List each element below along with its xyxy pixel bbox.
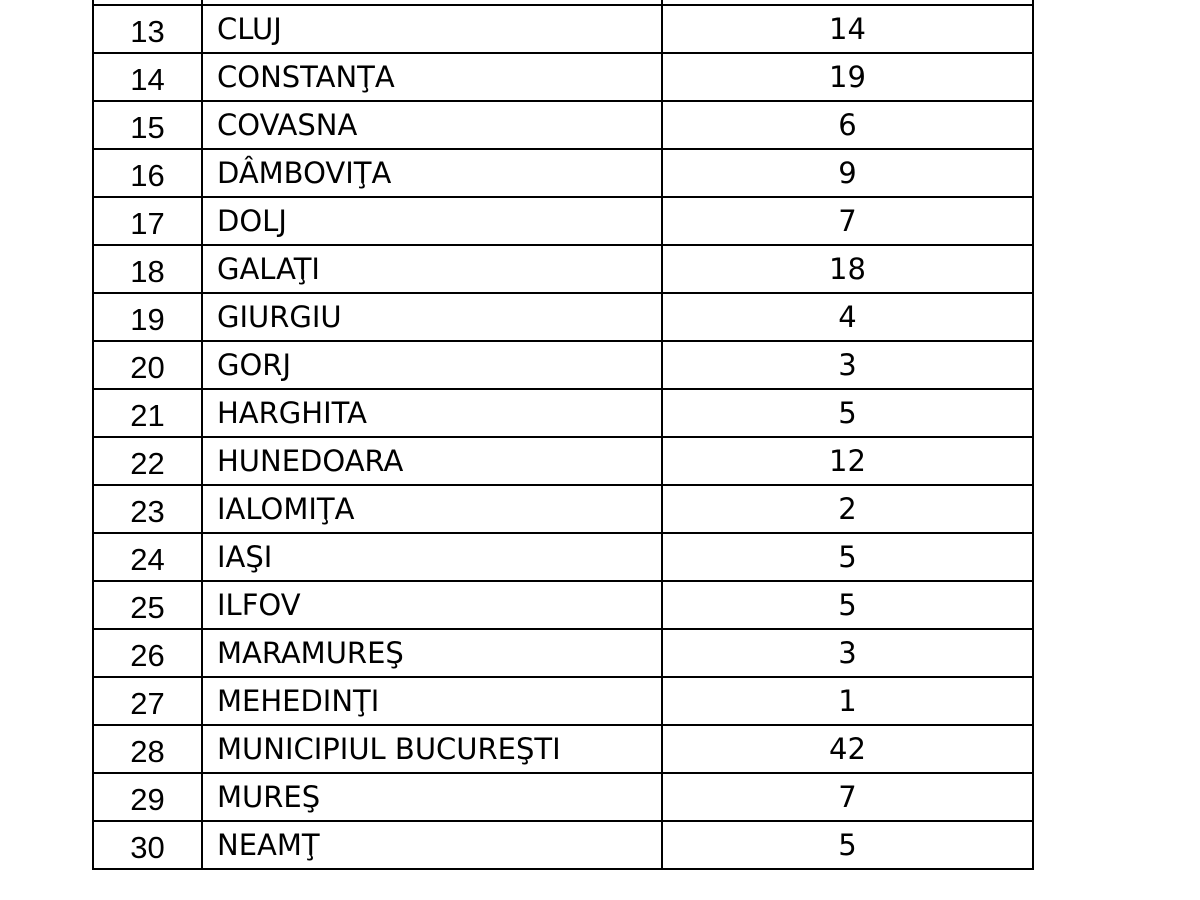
row-number-cell: 18: [93, 245, 202, 293]
count-value-cell: 5: [662, 389, 1033, 437]
count-value-cell: 3: [662, 341, 1033, 389]
county-name-cell: MEHEDINŢI: [202, 677, 662, 725]
row-number-cell: 22: [93, 437, 202, 485]
county-name-cell: ILFOV: [202, 581, 662, 629]
count-value-cell: 18: [662, 245, 1033, 293]
table-row: [93, 581, 1033, 629]
row-number-cell: 15: [93, 101, 202, 149]
count-value-cell: 7: [662, 197, 1033, 245]
count-value-cell: 7: [662, 773, 1033, 821]
county-table: [92, 0, 1034, 870]
county-name-cell: GALAŢI: [202, 245, 662, 293]
row-number-cell: 28: [93, 725, 202, 773]
table-row: [93, 149, 1033, 197]
table-row: [93, 629, 1033, 677]
county-name-cell: NEAMŢ: [202, 821, 662, 869]
county-name-cell: GIURGIU: [202, 293, 662, 341]
county-name-cell: DOLJ: [202, 197, 662, 245]
county-name-cell: CONSTANŢA: [202, 53, 662, 101]
table-row: [93, 437, 1033, 485]
count-value-cell: 14: [662, 5, 1033, 53]
document-page: [92, 0, 1032, 870]
row-number-cell: 14: [93, 53, 202, 101]
table-row: [93, 485, 1033, 533]
table-row: [93, 725, 1033, 773]
row-number-cell: 23: [93, 485, 202, 533]
count-value-cell: 5: [662, 581, 1033, 629]
row-number-cell: 27: [93, 677, 202, 725]
row-number-cell: 21: [93, 389, 202, 437]
county-name-cell: MUREŞ: [202, 773, 662, 821]
count-value-cell: 5: [662, 533, 1033, 581]
table-row: [93, 773, 1033, 821]
row-number-cell: 25: [93, 581, 202, 629]
county-name-cell: IAŞI: [202, 533, 662, 581]
county-name-cell: HARGHITA: [202, 389, 662, 437]
row-number-cell: 16: [93, 149, 202, 197]
county-name-cell: GORJ: [202, 341, 662, 389]
count-value-cell: 3: [662, 629, 1033, 677]
row-number-cell: 24: [93, 533, 202, 581]
county-name-cell: CLUJ: [202, 5, 662, 53]
table-row: [93, 101, 1033, 149]
row-number-cell: 29: [93, 773, 202, 821]
table-row: [93, 821, 1033, 869]
county-name-cell: MUNICIPIUL BUCUREŞTI: [202, 725, 662, 773]
count-value-cell: 4: [662, 293, 1033, 341]
count-value-cell: 42: [662, 725, 1033, 773]
count-value-cell: 9: [662, 149, 1033, 197]
count-value-cell: 1: [662, 677, 1033, 725]
row-number-cell: 20: [93, 341, 202, 389]
table-row: [93, 293, 1033, 341]
county-name-cell: MARAMUREŞ: [202, 629, 662, 677]
table-row: [93, 53, 1033, 101]
county-name-cell: COVASNA: [202, 101, 662, 149]
count-value-cell: 5: [662, 821, 1033, 869]
county-name-cell: HUNEDOARA: [202, 437, 662, 485]
table-row: [93, 389, 1033, 437]
table-row: [93, 197, 1033, 245]
row-number-cell: 17: [93, 197, 202, 245]
count-value-cell: 6: [662, 101, 1033, 149]
count-value-cell: 2: [662, 485, 1033, 533]
county-name-cell: IALOMIŢA: [202, 485, 662, 533]
count-value-cell: 19: [662, 53, 1033, 101]
table-row: [93, 245, 1033, 293]
table-row: [93, 5, 1033, 53]
table-row: [93, 677, 1033, 725]
row-number-cell: 13: [93, 5, 202, 53]
table-row: [93, 341, 1033, 389]
county-table-body: [93, 0, 1033, 869]
row-number-cell: 26: [93, 629, 202, 677]
county-name-cell: DÂMBOVIŢA: [202, 149, 662, 197]
row-number-cell: 19: [93, 293, 202, 341]
table-row: [93, 533, 1033, 581]
count-value-cell: 12: [662, 437, 1033, 485]
row-number-cell: 30: [93, 821, 202, 869]
